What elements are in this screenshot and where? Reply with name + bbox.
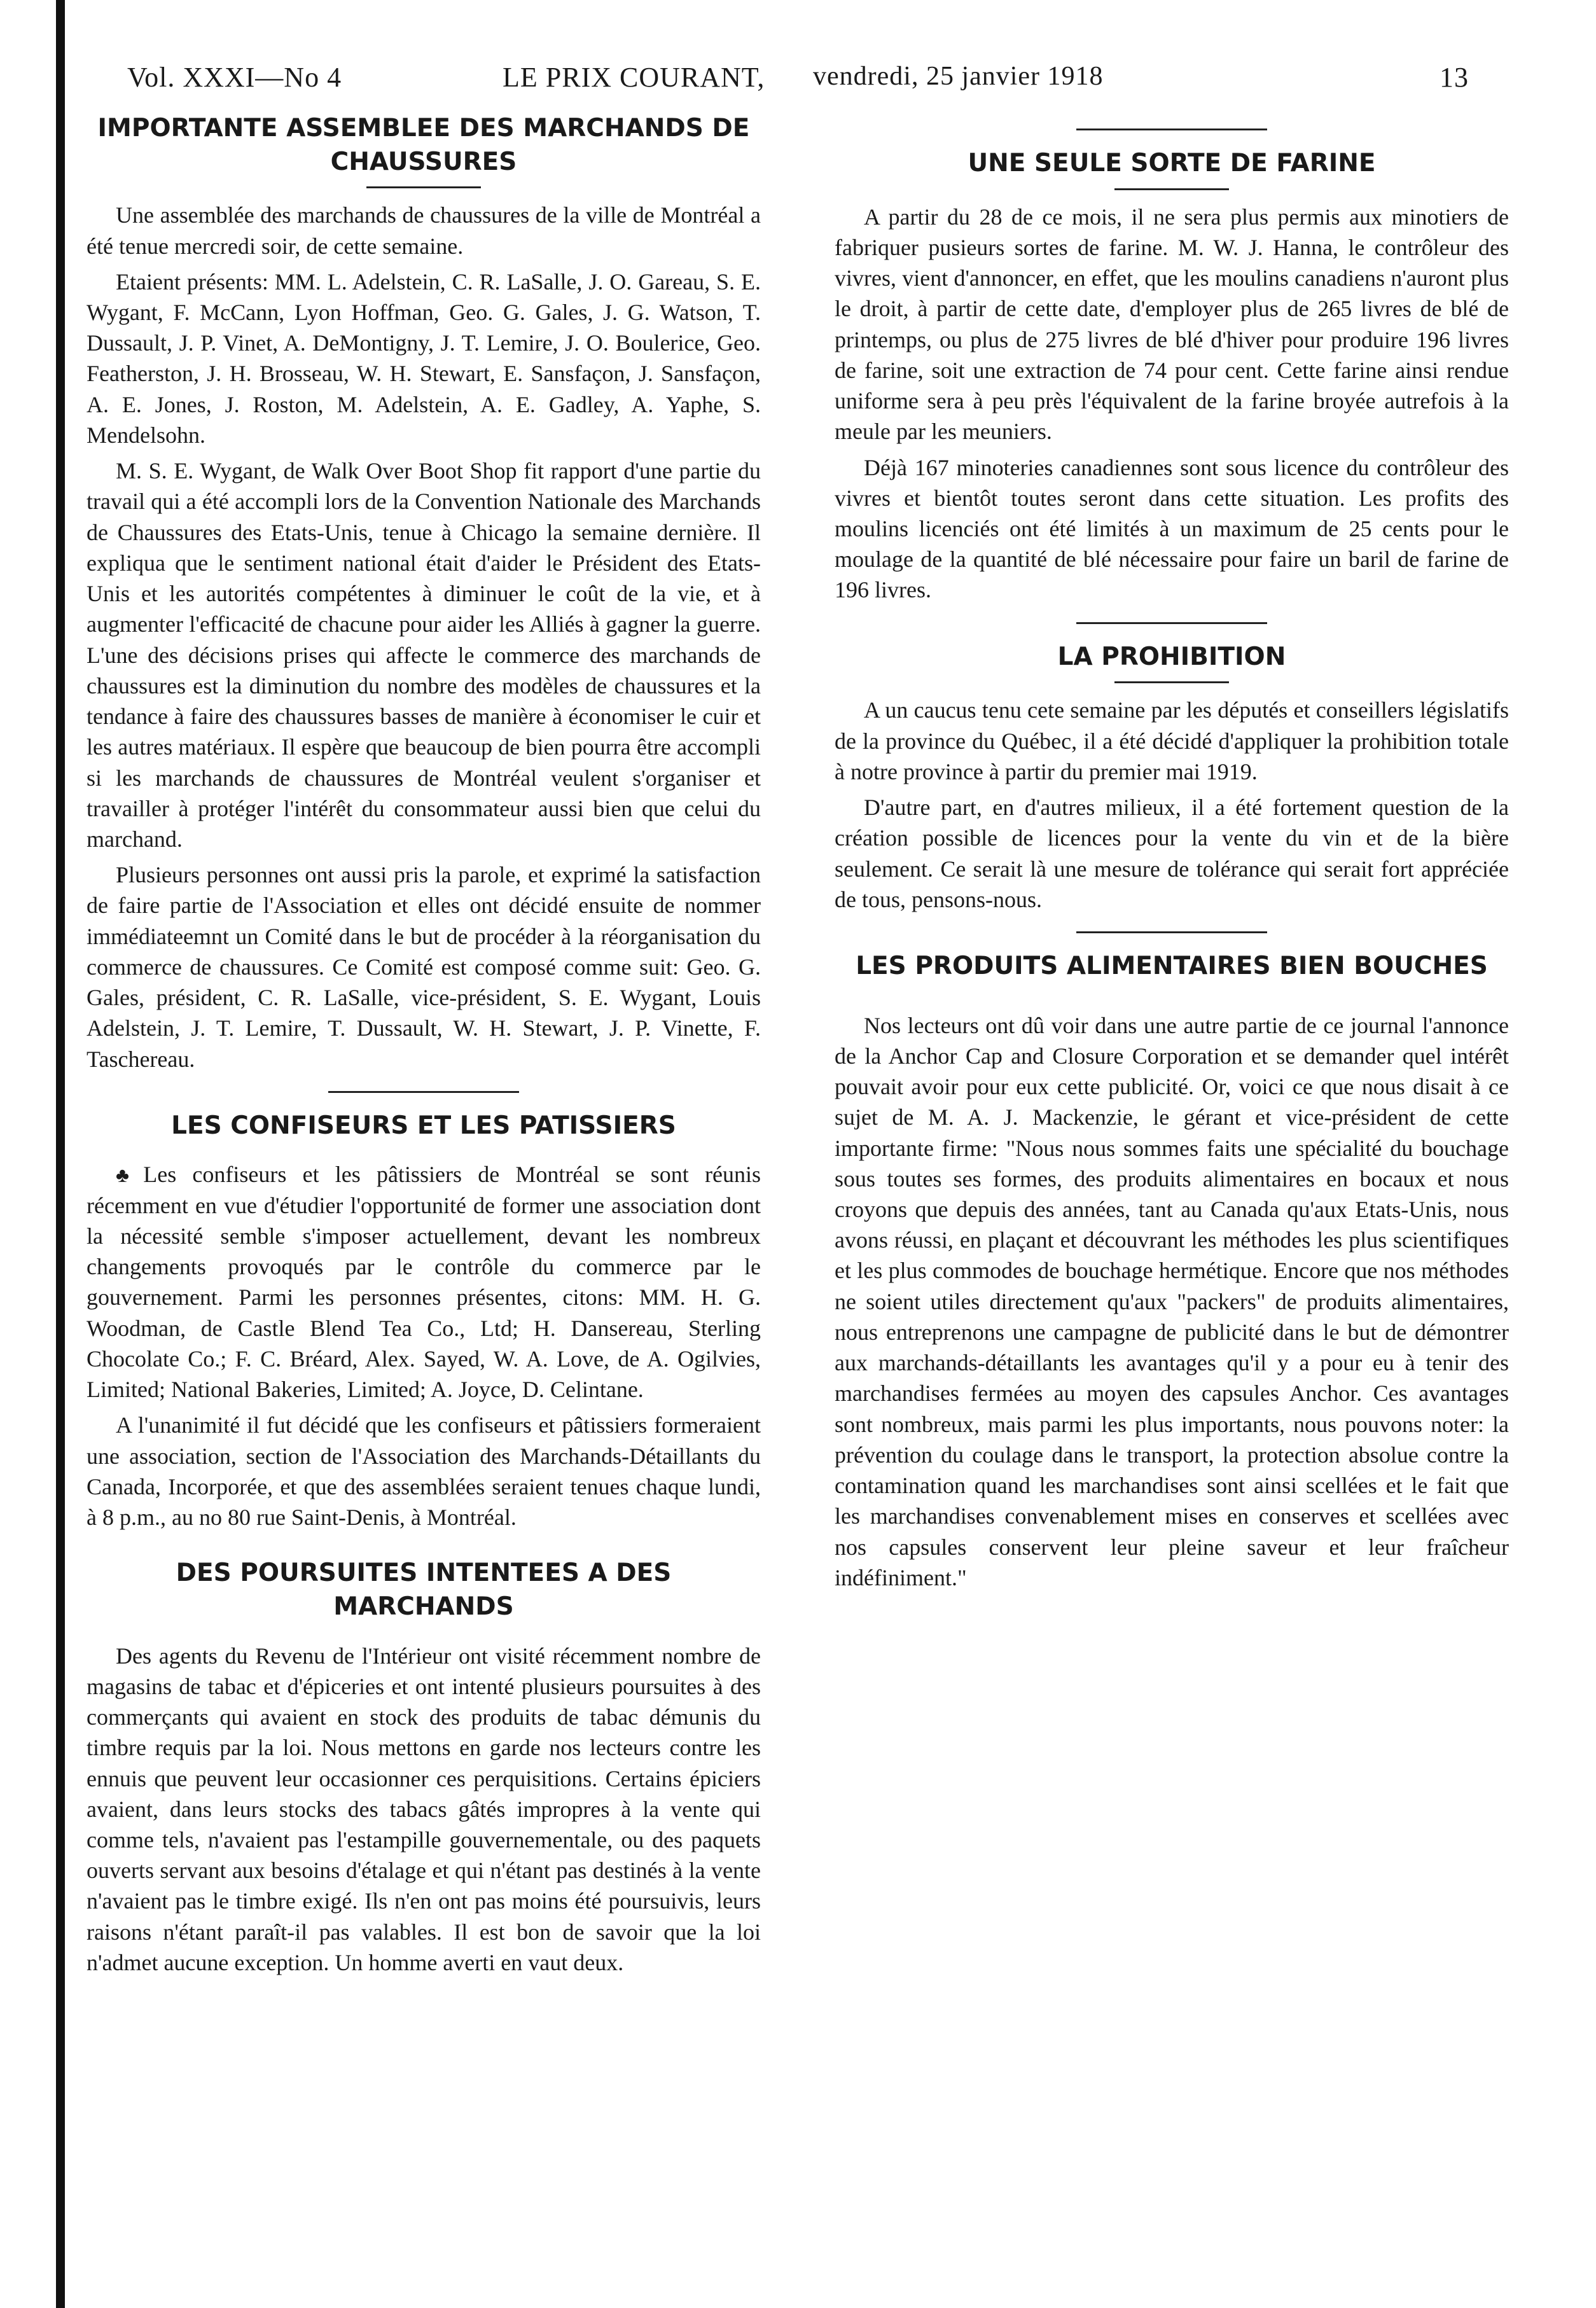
divider	[328, 1091, 519, 1093]
article-title: IMPORTANTE ASSEMBLEE DES MARCHANDS DE CHAUSSURES	[97, 114, 750, 176]
page-header	[127, 61, 1469, 106]
article-title: LA PROHIBITION	[1057, 642, 1286, 671]
article-paragraph: D'autre part, en d'autres milieux, il a été fortement question de la création possible de licences pour la vente du vin et de la bière seulement. Ce serait là une mesure de tolérance qui serait fort appréciée de tous, pensons-nous.	[835, 795, 1509, 912]
right-column	[835, 112, 1509, 2262]
article-poursuites	[87, 1557, 761, 1978]
divider	[1076, 931, 1267, 933]
publication-title: LE PRIX COURANT,	[503, 62, 765, 93]
article-paragraph: A l'unanimité il fut décidé que les confiseurs et pâtissiers formeraient une association, section de l'Association des Marchands-Détaillants du Canada, Incorporée, et que des assemblées seraient tenues chaque lundi, à 8 p.m., au no 80 rue Saint-Denis, à Montréal.	[87, 1412, 761, 1531]
article-title: DES POURSUITES INTENTEES A DES MARCHANDS	[176, 1559, 672, 1621]
page-number: 13	[1440, 62, 1469, 93]
article-prohibition	[835, 641, 1509, 915]
binding-edge	[56, 0, 65, 2308]
article-paragraph: Une assemblée des marchands de chaussures de la ville de Montréal a été tenue mercredi soir, de cette semaine.	[87, 202, 761, 259]
divider	[1076, 622, 1267, 624]
article-produits	[835, 950, 1509, 1593]
bullet-icon: ♣	[116, 1164, 140, 1187]
article-confiseurs	[87, 1109, 761, 1533]
issue-date: vendredi, 25 janvier 1918	[813, 62, 1104, 91]
article-paragraph: A partir du 28 de ce mois, il ne sera plus permis aux minotiers de fabriquer pusieurs sortes de farine. M. W. J. Hanna, le contrôleur des vivres, vient d'annoncer, en effet, que les moulins canadiens n'auront plus le droit, à partir de cette date, d'employer plus de 265 livres de blé de printemps, ou plus de 275 livres de blé d'hiver pour produire 196 livres de farine, soit une extraction de 74 pour cent. Cette farine ainsi rendue uniforme sera à peu près l'équivalent de la farine broyée autrefois à la meule par les meuniers.	[835, 204, 1509, 445]
article-paragraph: Nos lecteurs ont dû voir dans une autre partie de ce journal l'annonce de la Anchor Cap and Closure Corporation et se demander quel intérêt pouvait avoir pour eux cette publicité. Or, voici ce que nous disait à ce sujet de M. A. J. Mackenzie, le gérant et vice-président de cette importante firme: "Nous nous sommes faits une spécialité du bouchage sous toutes ses formes, des produits alimentaires en bocaux et nous croyons que depuis des années, tant au Canada qu'aux Etats-Unis, nous avons réussi, en plaçant et découvrant les méthodes les plus scientifiques et les plus commodes de bouchage hermétique. Encore que nos méthodes ne soient utiles directement qu'aux "packers" de produits alimentaires, nous entreprenons une campagne de publicité dans le but de démontrer aux marchands-détaillants les avantages qu'il y a pour eu à tenir des marchandises fermées au moyen des capsules Anchor. Ces avantages sont nombreux, mais parmi les plus importants, nous pouvons noter: la prévention du coulage dans le transport, la protection absolue contre la contamination quand les marchandises sont ainsi scellées et le fait que les marchandises convenablement mises en conserves et scellées avec nos capsules conservent leur pleine saveur et leur fraîcheur indéfiniment."	[835, 1012, 1509, 1590]
divider	[1114, 188, 1229, 190]
volume-number: Vol. XXXI—No 4	[127, 62, 342, 93]
article-title: UNE SEULE SORTE DE FARINE	[968, 149, 1376, 177]
article-paragraph: M. S. E. Wygant, de Walk Over Boot Shop fit rapport d'une partie du travail qui a été accompli lors de la Convention Nationale des Marchands de Chaussures des Etats-Unis, tenue à Chicago la semaine dernière. Il expliqua que le sentiment national était d'aider le Président des Etats-Unis et les autorités compétentes à diminuer le coût de la vie, et à augmenter l'efficacité de chacune pour aider les Alliés à gagner la guerre. L'une des décisions prises qui affecte le commerce des marchands de chaussures est la diminution du nombre des modèles de chaussures et la tendance à faire des chaussures basses de manière à économiser le cuir et les autres matériaux. Il espère que beaucoup de bien pourra être accompli si les marchands de chaussures de Montréal veulent s'organiser et travailler à protéger l'intérêt du consommateur aussi bien que celui du marchand.	[87, 458, 761, 852]
article-farine	[835, 147, 1509, 606]
article-chaussures	[87, 112, 761, 1074]
article-title: LES PRODUITS ALIMENTAIRES BIEN BOUCHES	[856, 951, 1488, 980]
left-column	[87, 112, 761, 2262]
article-paragraph: A un caucus tenu cete semaine par les députés et conseillers législatifs de la province du Québec, il a été décidé d'appliquer la prohibition totale à notre province à partir du premier mai 1919.	[835, 697, 1509, 784]
divider	[366, 186, 481, 188]
divider	[1114, 681, 1229, 683]
article-paragraph	[87, 1159, 761, 1405]
article-title: LES CONFISEURS ET LES PATISSIERS	[171, 1111, 676, 1140]
article-paragraph-text: Les confiseurs et les pâtissiers de Montréal se sont réunis récemment en vue d'étudier l'opportunité de former une association dont la nécessité semble s'imposer actuellement, devant les nombreux changements provoqués par le contrôle du commerce par le gouvernement. Parmi les personnes présentes, citons: MM. H. G. Woodman, de Castle Blend Tea Co., Ltd; H. Dansereau, Sterling Chocolate Co.; F. C. Bréard, Alex. Sayed, W. A. Love, de A. Ogilvies, Limited; National Bakeries, Limited; A. Joyce, D. Celintane.	[87, 1162, 761, 1403]
article-paragraph: Déjà 167 minoteries canadiennes sont sous licence du contrôleur des vivres et bientôt toutes seront dans cette situation. Les profits des moulins licenciés ont été limités à un maximum de 25 cents pour le moulage de la quantité de blé nécessaire pour faire un baril de farine de 196 livres.	[835, 454, 1509, 603]
article-paragraph: Des agents du Revenu de l'Intérieur ont visité récemment nombre de magasins de tabac et d'épiceries et ont intenté plusieurs poursuites à des commerçants qui avaient en stock des produits de tabac démunis du timbre requis par la loi. Nous mettons en garde nos lecteurs contre les ennuis que peuvent leur occasionner ces perquisitions. Certains épiciers avaient, dans leurs stocks des tabacs gâtés impropres à la vente qui comme tels, n'avaient pas l'estampille gouvernementale, ou des paquets ouverts servant aux besoins d'étalage et qui n'étant pas destinés à la vente n'avaient pas le timbre exigé. Ils n'en ont pas moins été poursuivis, leurs raisons n'étant paraît-il pas valables. Il est bon de savoir que la loi n'admet aucune exception. Un homme averti en vaut deux.	[87, 1643, 761, 1975]
article-paragraph: Etaient présents: MM. L. Adelstein, C. R. LaSalle, J. O. Gareau, S. E. Wygant, F. McCann, Lyon Hoffman, Geo. G. Gales, J. G. Watson, T. Dussault, J. P. Vinet, A. DeMontigny, J. T. Lemire, J. O. Boulerice, Geo. Featherston, J. H. Brosseau, W. H. Stewart, E. Sansfaçon, J. Sansfaçon, A. E. Jones, J. Roston, M. Adelstein, A. E. Gadley, A. Yaphe, S. Mendelsohn.	[87, 268, 761, 448]
divider	[1076, 129, 1267, 130]
article-paragraph: Plusieurs personnes ont aussi pris la parole, et exprimé la satisfaction de faire partie de l'Association et elles ont décidé ensuite de nommer immédiateemnt un Comité dans le but de procéder à la réorganisation du commerce de chaussures. Ce Comité est composé comme suit: Geo. G. Gales, président, C. R. LaSalle, vice-président, S. E. Wygant, Louis Adelstein, J. T. Lemire, T. Dussault, W. H. Stewart, J. P. Vinette, F. Taschereau.	[87, 862, 761, 1072]
